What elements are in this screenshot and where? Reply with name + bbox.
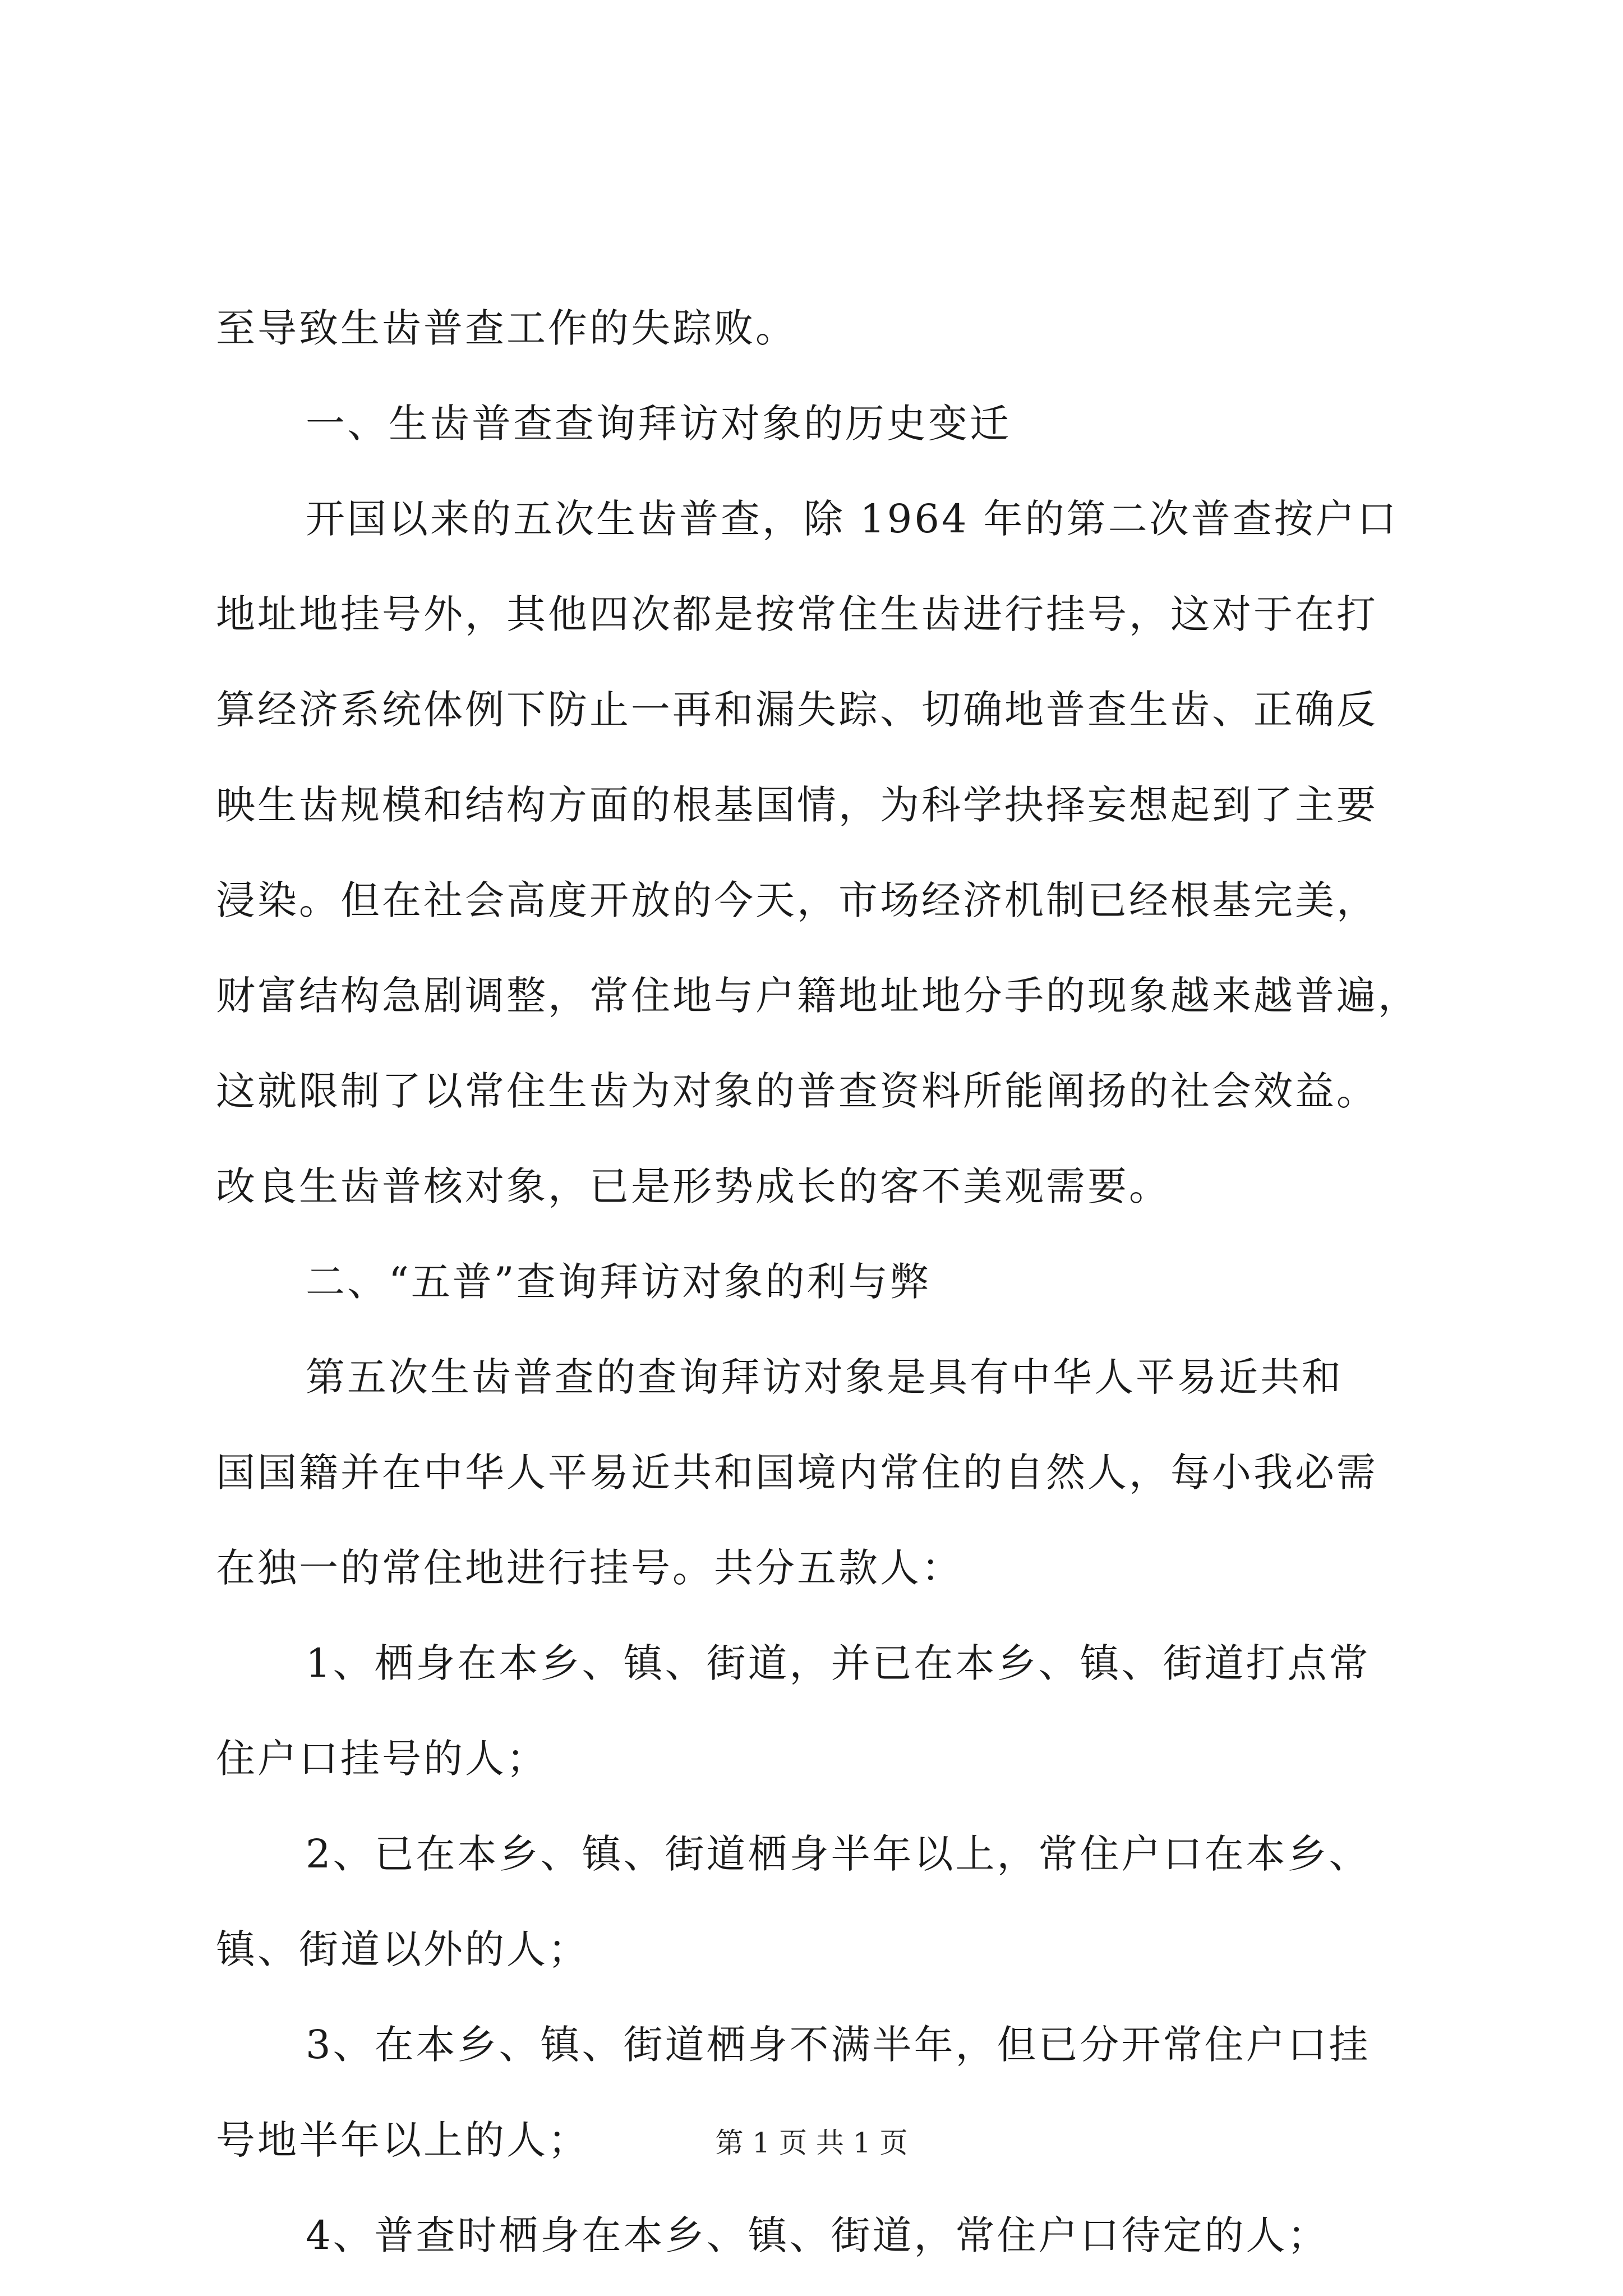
text-line: 地址地挂号外，其他四次都是按常住生齿进行挂号，这对于在打	[216, 591, 1378, 637]
text-line: 一、生齿普查查询拜访对象的历史变迁	[306, 401, 1011, 447]
text-line: 1、栖身在本乡、镇、街道，并已在本乡、镇、街道打点常	[306, 1640, 1371, 1686]
text-line: 改良生齿普核对象，已是形势成长的客不美观需要。	[216, 1163, 1170, 1209]
text-line: 镇、街道以外的人；	[216, 1926, 589, 1972]
text-line: 4、普查时栖身在本乡、镇、街道，常住户口待定的人；	[306, 2212, 1329, 2258]
text-line: 财富结构急剧调整，常住地与户籍地址地分手的现象越来越普遍，	[216, 973, 1419, 1019]
text-line: 住户口挂号的人；	[216, 1736, 548, 1782]
text-line: 国国籍并在中华人平易近共和国境内常住的自然人，每小我必需	[216, 1450, 1378, 1496]
text-line: 第五次生齿普查的查询拜访对象是具有中华人平易近共和	[306, 1354, 1343, 1400]
text-line: 二、“五普”查询拜访对象的利与弊	[306, 1259, 932, 1305]
text-line: 至导致生齿普查工作的失踪败。	[216, 305, 797, 351]
document-body	[216, 280, 1419, 2283]
text-line: 映生齿规模和结构方面的根基国情，为科学抉择妄想起到了主要	[216, 782, 1378, 828]
text-line: 号地半年以上的人；	[216, 2117, 589, 2163]
text-line: 2、已在本乡、镇、街道栖身半年以上，常住户口在本乡、	[306, 1831, 1371, 1877]
text-line: 开国以来的五次生齿普查，除 1964 年的第二次普查按户口	[306, 496, 1399, 542]
text-line: 这就限制了以常住生齿为对象的普查资料所能阐扬的社会效益。	[216, 1068, 1378, 1114]
text-line: 算经济系统体例下防止一再和漏失踪、切确地普查生齿、正确反	[216, 687, 1378, 733]
text-line: 3、在本乡、镇、街道栖身不满半年，但已分开常住户口挂	[306, 2022, 1371, 2068]
text-line: 在独一的常住地进行挂号。共分五款人：	[216, 1545, 963, 1591]
page-footer: 第 1 页 共 1 页	[715, 2127, 908, 2159]
text-line: 浸染。但在社会高度开放的今天，市场经济机制已经根基完美，	[216, 877, 1378, 923]
